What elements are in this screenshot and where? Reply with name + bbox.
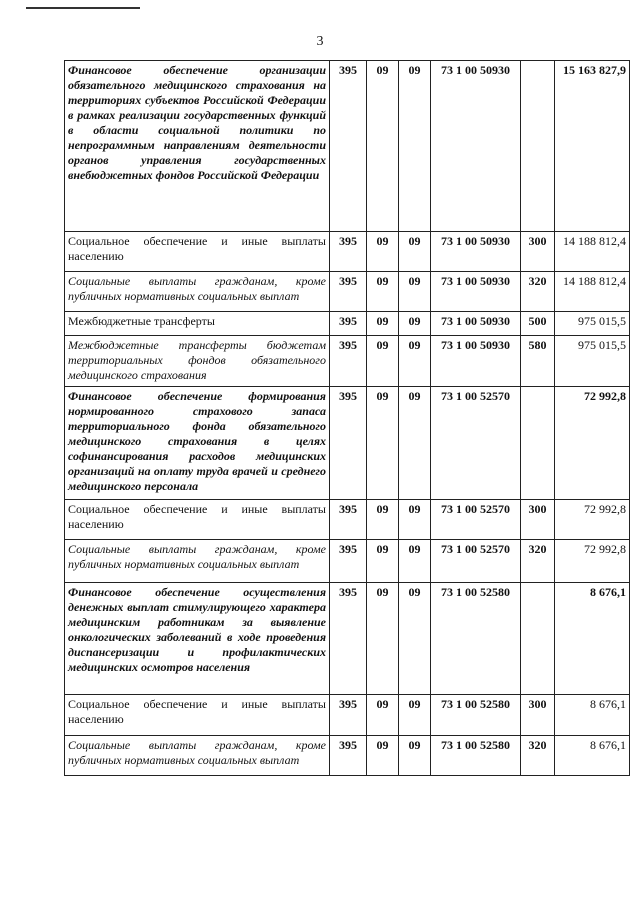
table-row [65,387,630,500]
table-row [65,61,630,232]
subsection-code: 09 [399,540,431,583]
expense-type-code [521,387,555,500]
section-code: 09 [367,232,399,272]
ministry-code: 395 [330,232,367,272]
table-row [65,695,630,736]
row-name: Финансовое обеспечение осуществления денежных выплат стимулирующего характера медицинским работникам за выявление онкологических заболеваний в ходе проведения диспансеризации и профилактических медицинских осмотров населения [65,583,330,695]
ministry-code: 395 [330,312,367,336]
section-code: 09 [367,695,399,736]
target-article-code: 73 1 00 50930 [431,272,521,312]
amount: 975 015,5 [555,336,630,387]
subsection-code: 09 [399,61,431,232]
subsection-code: 09 [399,583,431,695]
subsection-code: 09 [399,387,431,500]
table-row [65,336,630,387]
target-article-code: 73 1 00 50930 [431,61,521,232]
target-article-code: 73 1 00 52570 [431,500,521,540]
table-row [65,540,630,583]
ministry-code: 395 [330,736,367,776]
ministry-code: 395 [330,336,367,387]
section-code: 09 [367,736,399,776]
ministry-code: 395 [330,500,367,540]
row-name: Финансовое обеспечение организации обязательного медицинского страхования на территориях субъектов Российской Федерации в рамках реализации государственных функций в области социальной политики по непрограммным направлениям деятельности органов управления государственных внебюджетных фондов Российской Федерации [65,61,330,232]
expense-type-code: 300 [521,232,555,272]
expense-type-code [521,583,555,695]
amount: 72 992,8 [555,540,630,583]
table-row [65,272,630,312]
section-code: 09 [367,583,399,695]
target-article-code: 73 1 00 50930 [431,232,521,272]
section-code: 09 [367,272,399,312]
expense-type-code: 300 [521,500,555,540]
amount: 14 188 812,4 [555,232,630,272]
amount: 8 676,1 [555,695,630,736]
ministry-code: 395 [330,695,367,736]
row-name: Социальное обеспечение и иные выплаты населению [65,500,330,540]
subsection-code: 09 [399,312,431,336]
amount: 14 188 812,4 [555,272,630,312]
table-row [65,232,630,272]
page-number: 3 [316,34,324,49]
section-code: 09 [367,336,399,387]
ministry-code: 395 [330,583,367,695]
row-name: Социальное обеспечение и иные выплаты населению [65,695,330,736]
table-row [65,312,630,336]
expense-type-code: 320 [521,540,555,583]
table-row [65,500,630,540]
section-code: 09 [367,540,399,583]
subsection-code: 09 [399,272,431,312]
expense-type-code: 580 [521,336,555,387]
expense-type-code: 320 [521,736,555,776]
subsection-code: 09 [399,336,431,387]
target-article-code: 73 1 00 50930 [431,336,521,387]
budget-table [64,60,630,776]
expense-type-code: 300 [521,695,555,736]
ministry-code: 395 [330,61,367,232]
amount: 8 676,1 [555,583,630,695]
amount: 975 015,5 [555,312,630,336]
row-name: Межбюджетные трансферты [65,312,330,336]
target-article-code: 73 1 00 52580 [431,695,521,736]
section-code: 09 [367,61,399,232]
target-article-code: 73 1 00 52580 [431,736,521,776]
row-name: Социальные выплаты гражданам, кроме публичных нормативных социальных выплат [65,540,330,583]
ministry-code: 395 [330,272,367,312]
expense-type-code: 500 [521,312,555,336]
ministry-code: 395 [330,387,367,500]
amount: 8 676,1 [555,736,630,776]
amount: 15 163 827,9 [555,61,630,232]
section-code: 09 [367,500,399,540]
target-article-code: 73 1 00 52580 [431,583,521,695]
target-article-code: 73 1 00 52570 [431,540,521,583]
amount: 72 992,8 [555,387,630,500]
top-rule [26,7,140,9]
expense-type-code: 320 [521,272,555,312]
expense-type-code [521,61,555,232]
table-row [65,736,630,776]
ministry-code: 395 [330,540,367,583]
section-code: 09 [367,312,399,336]
table-row [65,583,630,695]
subsection-code: 09 [399,500,431,540]
section-code: 09 [367,387,399,500]
subsection-code: 09 [399,736,431,776]
row-name: Социальные выплаты гражданам, кроме публичных нормативных социальных выплат [65,736,330,776]
target-article-code: 73 1 00 50930 [431,312,521,336]
row-name: Социальное обеспечение и иные выплаты населению [65,232,330,272]
row-name: Социальные выплаты гражданам, кроме публичных нормативных социальных выплат [65,272,330,312]
amount: 72 992,8 [555,500,630,540]
target-article-code: 73 1 00 52570 [431,387,521,500]
subsection-code: 09 [399,232,431,272]
row-name: Финансовое обеспечение формирования нормированного страхового запаса территориального фонда обязательного медицинского страхования в целях софинансирования расходов медицинских организаций на оплату труда врачей и среднего медицинского персонала [65,387,330,500]
row-name: Межбюджетные трансферты бюджетам территориальных фондов обязательного медицинского страхования [65,336,330,387]
subsection-code: 09 [399,695,431,736]
